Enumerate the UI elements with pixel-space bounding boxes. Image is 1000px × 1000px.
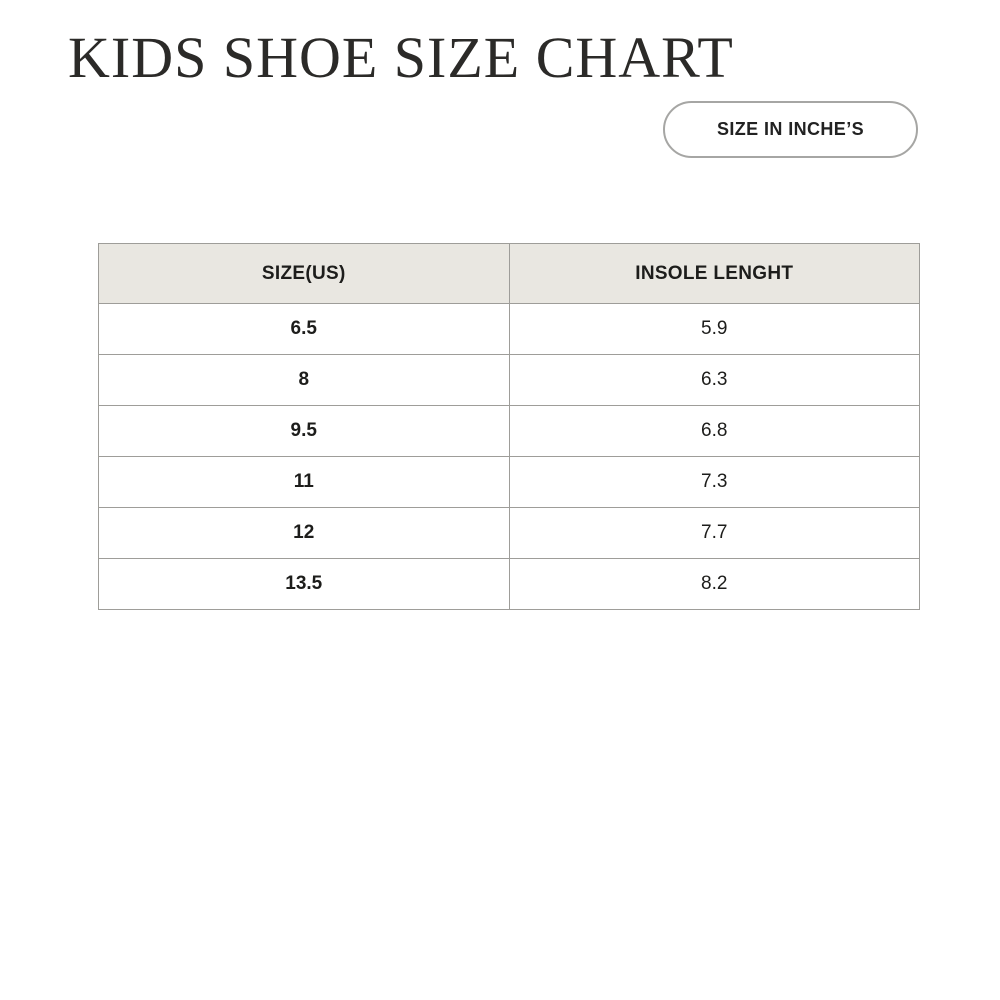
table-row	[99, 457, 920, 508]
table-row	[99, 355, 920, 406]
insole-length-cell: 6.8	[509, 406, 920, 457]
size-us-cell: 8	[99, 355, 510, 406]
column-header-size-us: SIZE(US)	[99, 244, 510, 304]
insole-length-cell: 8.2	[509, 559, 920, 610]
size-chart-table	[98, 243, 920, 610]
page-title: KIDS SHOE SIZE CHART	[68, 25, 734, 90]
insole-length-cell: 7.3	[509, 457, 920, 508]
table-row	[99, 406, 920, 457]
size-unit-badge-label: SIZE IN INCHE’S	[716, 119, 865, 139]
size-chart-table-container	[98, 243, 920, 610]
table-row	[99, 304, 920, 355]
size-us-cell: 12	[99, 508, 510, 559]
header-row	[99, 244, 920, 304]
insole-length-cell: 7.7	[509, 508, 920, 559]
size-us-cell: 6.5	[99, 304, 510, 355]
size-us-cell: 9.5	[99, 406, 510, 457]
insole-length-cell: 5.9	[509, 304, 920, 355]
column-header-insole-length: INSOLE LENGHT	[509, 244, 920, 304]
table-row	[99, 508, 920, 559]
size-us-cell: 11	[99, 457, 510, 508]
table-row	[99, 559, 920, 610]
size-us-cell: 13.5	[99, 559, 510, 610]
insole-length-cell: 6.3	[509, 355, 920, 406]
size-unit-badge[interactable]	[663, 101, 918, 158]
